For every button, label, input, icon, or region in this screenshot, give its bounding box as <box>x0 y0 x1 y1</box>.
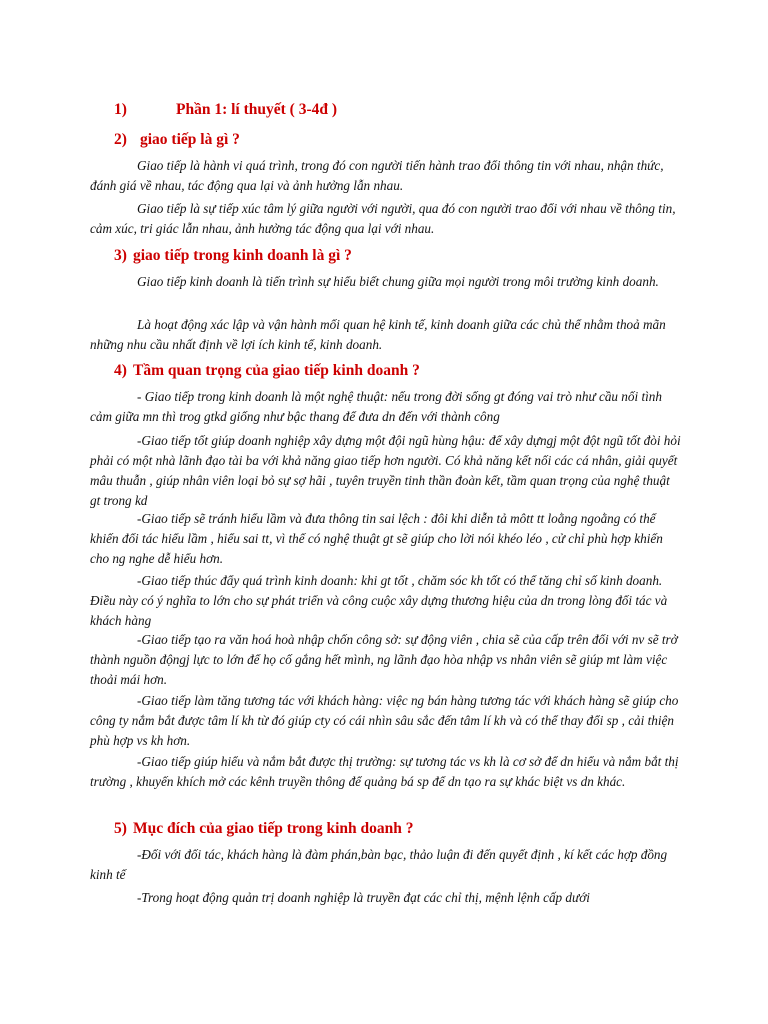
heading-number: 3) <box>114 247 127 264</box>
paragraph: Giao tiếp kinh doanh là tiến trình sự hiểu biết chung giữa mọi người trong môi trường kinh doanh. <box>137 274 659 289</box>
paragraph: Là hoạt động xác lập và vận hành mối quan hệ kinh tế, kinh doanh giữa các chủ thể nhằm thoả mãn những nhu cầu nhất định về lợi ích kinh tế, kinh doanh. <box>90 317 666 352</box>
paragraph: -Giao tiếp thúc đẩy quá trình kinh doanh: khi gt tốt , chăm sóc kh tốt có thể tăng chỉ số kinh doanh. Điều này có ý nghĩa to lớn cho sự phát triển và công cuộc xây dựng thương hiệu của dn trong lòng đối tác và khách hàng <box>90 573 668 628</box>
paragraph: -Giao tiếp tạo ra văn hoá hoà nhập chốn công sở: sự động viên , chia sẽ của cấp trên đối với nv sẽ trở thành nguồn độngj lực to lớn để họ cố gắng hết mình, ng lãnh đạo hòa nhập vs nhân viên sẽ giúp mt làm việc thoải mái hơn. <box>90 632 678 687</box>
section-heading-2 <box>114 131 240 149</box>
section-heading-1 <box>114 101 337 119</box>
paragraph: Giao tiếp là sự tiếp xúc tâm lý giữa người với người, qua đó con người trao đổi với nhau về thông tin, cảm xúc, tri giác lẫn nhau, ảnh hưởng tác động qua lại với nhau. <box>90 201 676 236</box>
paragraph: -Giao tiếp tốt giúp doanh nghiệp xây dựng một đội ngũ hùng hậu: để xây dựngj một đột ngũ tốt đòi hỏi phải có một nhà lãnh đạo tài ba với khả năng giao tiếp hơn người. Có khả năng kết nối các cá nhân, giải quyết mâu thuẫn , giúp nhân viên loại bỏ sự sợ hãi , tuyên truyền tinh thần đoàn kết, tầm quan trọng của nghệ thuật gt trong kd <box>90 433 681 508</box>
paragraph: Giao tiếp là hành vi quá trình, trong đó con người tiến hành trao đổi thông tin với nhau, nhận thức, đánh giá về nhau, tác động qua lại và ảnh hưởng lẫn nhau. <box>90 158 664 193</box>
paragraph: -Giao tiếp làm tăng tương tác với khách hàng: việc ng bán hàng tương tác với khách hàng sẽ giúp cho công ty nắm bắt được tâm lí kh từ đó giúp cty có cái nhìn sâu sắc đến tâm lí kh và có thể thay đổi sp , cải thiện phù hợp vs kh hơn. <box>90 693 679 748</box>
paragraph: -Giao tiếp sẽ tránh hiểu lầm và đưa thông tin sai lệch : đôi khi diễn tả môtt tt loằng ngoằng có thể khiến đối tác hiểu lầm , hiểu sai tt, vì thế có nghệ thuật gt sẽ giúp cho lời nói khéo léo , cử chỉ phù hợp khiến cho ng nghe dễ hiểu hơn. <box>90 511 663 566</box>
section-heading-5 <box>114 820 414 838</box>
heading-number: 1) <box>114 101 127 118</box>
paragraph: - Giao tiếp trong kinh doanh là một nghệ thuật: nếu trong đời sống gt đóng vai trò như cầu nối tình cảm giữa mn thì trog gtkd giống như bậc thang để đưa dn đến với thành công <box>90 389 662 424</box>
heading-text: giao tiếp trong kinh doanh là gì ? <box>133 247 352 264</box>
heading-text: Phần 1: lí thuyết ( 3-4đ ) <box>176 101 338 118</box>
heading-text: Tầm quan trọng của giao tiếp kinh doanh ? <box>133 362 420 379</box>
paragraph: -Trong hoạt động quản trị doanh nghiệp là truyền đạt các chỉ thị, mệnh lệnh cấp dưới <box>137 890 590 905</box>
section-heading-3 <box>114 247 352 265</box>
section-heading-4 <box>114 362 420 380</box>
heading-text: giao tiếp là gì ? <box>140 131 240 148</box>
heading-number: 2) <box>114 131 127 148</box>
heading-number: 4) <box>114 362 127 379</box>
heading-number: 5) <box>114 820 127 837</box>
paragraph: -Giao tiếp giúp hiểu và nắm bắt được thị trường: sự tương tác vs kh là cơ sở để dn hiểu và nắm bắt thị trường , khuyến khích mở các kênh truyền thông để quảng bá sp để dn tạo ra sự khác biệt vs dn khác. <box>90 754 679 789</box>
heading-text: Mục đích của giao tiếp trong kinh doanh ? <box>133 820 414 837</box>
paragraph: -Đối với đối tác, khách hàng là đàm phán,bàn bạc, thảo luận đi đến quyết định , kí kết các hợp đồng kinh tế <box>90 847 668 882</box>
